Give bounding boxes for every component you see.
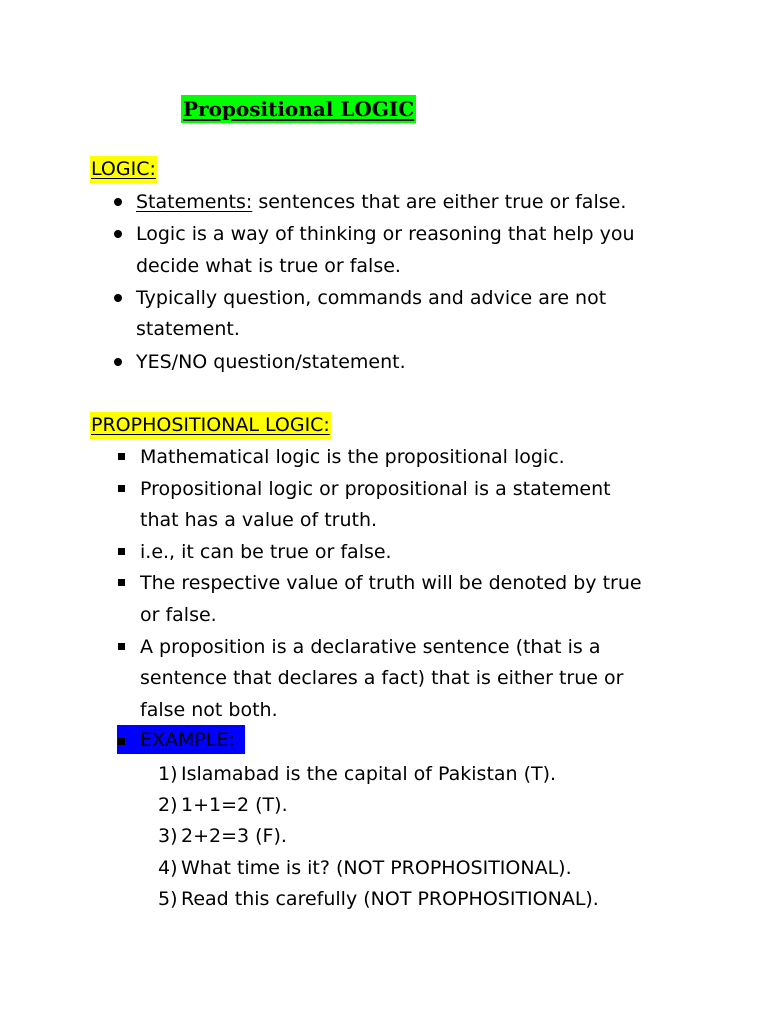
prop-bullet-1: Mathematical logic is the propositional logic.	[140, 446, 565, 468]
prop-bullet-5-line-3: false not both.	[140, 699, 278, 721]
statements-definition: sentences that are either true or false.	[252, 191, 627, 213]
bullet-square-icon	[118, 738, 125, 745]
prop-bullet-3: i.e., it can be true or false.	[140, 541, 392, 563]
prop-bullet-2-line-1: Propositional logic or propositional is a statement	[140, 478, 611, 500]
example-text-5: Read this carefully (NOT PROPHOSITIONAL).	[181, 888, 599, 910]
example-number-2: 2)	[158, 794, 178, 816]
statements-term: Statements:	[136, 191, 253, 213]
prop-bullet-2-line-2: that has a value of truth.	[140, 509, 378, 531]
logic-bullet-4: YES/NO question/statement.	[136, 351, 406, 373]
bullet-dot-icon	[114, 294, 122, 302]
bullet-square-icon	[118, 453, 125, 460]
bullet-dot-icon	[114, 358, 122, 366]
example-number-1: 1)	[158, 763, 178, 785]
example-label: EXAMPLE:	[140, 729, 235, 751]
logic-bullet-1	[136, 188, 626, 216]
logic-bullet-2-line-1: Logic is a way of thinking or reasoning that help you	[136, 223, 635, 245]
example-text-4: What time is it? (NOT PROPHOSITIONAL).	[181, 857, 572, 879]
bullet-square-icon	[118, 579, 125, 586]
heading-logic: LOGIC:	[90, 156, 157, 183]
bullet-square-icon	[118, 485, 125, 492]
bullet-dot-icon	[114, 198, 122, 206]
logic-bullet-2-line-2: decide what is true or false.	[136, 255, 401, 277]
heading-prophositional-logic: PROPHOSITIONAL LOGIC:	[90, 412, 331, 439]
prop-bullet-4-line-2: or false.	[140, 604, 217, 626]
example-number-5: 5)	[158, 888, 178, 910]
document-title: Propositional LOGIC	[183, 97, 415, 121]
example-text-1: Islamabad is the capital of Pakistan (T).	[181, 763, 557, 785]
logic-bullet-3-line-2: statement.	[136, 318, 240, 340]
example-text-3: 2+2=3 (F).	[181, 825, 287, 847]
bullet-square-icon	[118, 643, 125, 650]
bullet-dot-icon	[114, 230, 122, 238]
prop-bullet-4-line-1: The respective value of truth will be denoted by true	[140, 572, 642, 594]
example-number-3: 3)	[158, 825, 178, 847]
example-text-2: 1+1=2 (T).	[181, 794, 288, 816]
example-number-4: 4)	[158, 857, 178, 879]
logic-bullet-3-line-1: Typically question, commands and advice are not	[136, 287, 607, 309]
prop-bullet-5-line-1: A proposition is a declarative sentence (that is a	[140, 636, 601, 658]
prop-bullet-5-line-2: sentence that declares a fact) that is either true or	[140, 667, 624, 689]
bullet-square-icon	[118, 548, 125, 555]
